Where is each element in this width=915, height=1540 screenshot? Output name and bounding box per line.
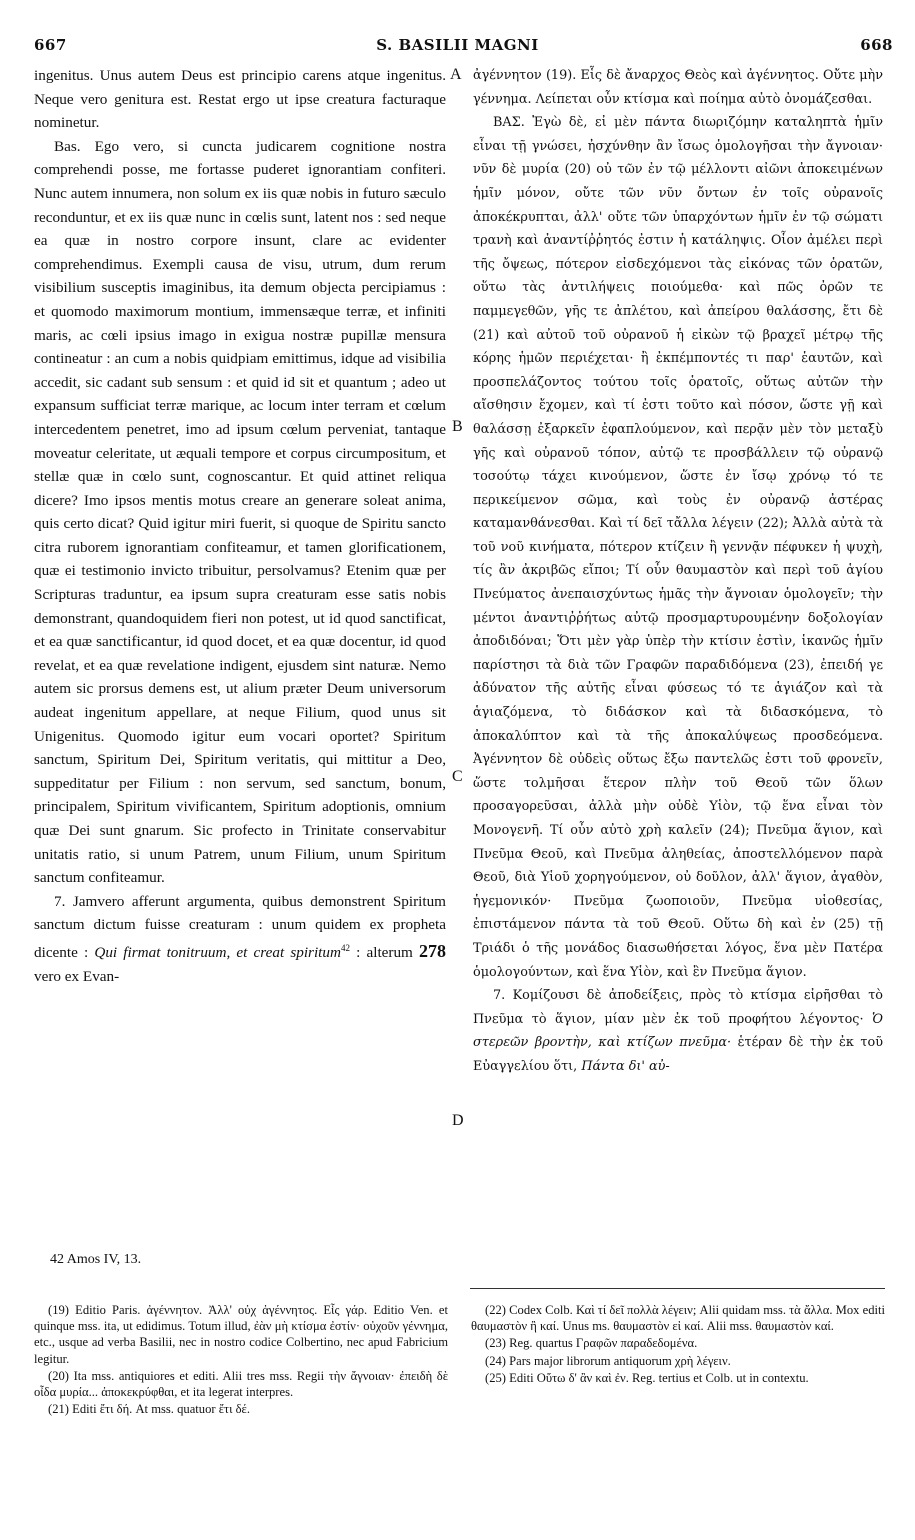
scripture-footnote: 42 Amos IV, 13. (50, 1252, 142, 1267)
notes-right (471, 1302, 885, 1387)
latin-p3-mid: : alterum (349, 944, 413, 962)
notes-divider (470, 1288, 885, 1289)
footnote-marker: 42 (340, 942, 350, 953)
note-20: (20) Ita mss. antiquiores et editi. Alii tres mss. Regii τὴν ἄγνοιαν· ἐπειδὴ δὲ οἶδα μυρία... ἀποκεκρύφθαι, et ita legerat interpres. (34, 1368, 448, 1400)
note-19: (19) Editio Paris. ἀγέννητον. Ἀλλ' οὐχ ἀγέννητος. Εἷς γάρ. Editio Ven. et quinque mss. ita, ut edidimus. Totum illud, ἐὰν μὴ κτίσμα ἐστίν· οὐχοῦν γέννημα, etc., usque ad verba Basilii, nec in nostro codice Colbertino, nec apud Fabricium legitur. (34, 1303, 448, 1366)
margin-letter-d: D (452, 1112, 464, 1129)
greek-p3-start: 7. Κομίζουσι δὲ ἀποδείξεις, πρὸς τὸ κτίσμα εἰρῆσθαι τὸ Πνεῦμα τὸ ἅγιον, μίαν μὲν ἐκ τοῦ προφήτου λέγοντος· (473, 988, 883, 1027)
greek-paragraph-2: ΒΑΣ. Ἐγὼ δὲ, εἰ μὲν πάντα διωριζόμην καταληπτὰ ἡμῖν εἶναι τῇ γνώσει, ἠσχύνθην ἂν ἴσως ὁμολογῆσαι τὴν ἄγνοιαν· νῦν δὲ μυρία (20) οὐ τῶν ἐν τῷ μέλλοντι αἰῶνι ἀποκειμένων ἡμῖν μόνον, οὔτε τῶν νῦν ὄντων ἐν τοῖς οὐρανοῖς ἀποκέκρυπται, ἀλλ' οὔτε τῶν ὑπαρχόντων ἡμῖν ἐν τῷ σώματι τρανὴ καὶ ἀναντίῤῥητός ἐστιν ἡ κατάληψις. Οἷον ἀμέλει περὶ τῆς ὄψεως, πότερον εἰσδεχόμενοι τὰς εἰκόνας τῶν ὁρατῶν, οὕτω τὰς ἀντιλήψεις ποιούμεθα· καὶ πῶς ὀρῶν τε παμμεγεθῶν, γῆς τε ἀπλέτου, καὶ ἀπείρου θαλάσσης, ἔτι δὲ (21) καὶ αὐτοῦ τοῦ οὐρανοῦ ἡ εἰκὼν τῷ βραχεῖ μέτρῳ τῆς κόρης ἡμῶν περιέχεται· ἢ ἐκπέμποντές τι παρ' ἑαυτῶν, καὶ προσπελάζοντος τούτου τοῖς ὁρατοῖς, οὕτως αὐτῶν τὴν αἴσθησιν ἔχομεν, καὶ τί ἐστι τοῦτο καὶ πόσον, ὥστε γῇ καὶ θαλάσσῃ ἐξαρκεῖν ἐφαπλούμενον, καὶ περᾷν μὲν τὸν μεταξὺ γῆς καὶ οὐρανοῦ τόπον, αὐτῷ τε προσβάλλειν τῷ οὐρανῷ τοσούτῳ τάχει κινούμενον, ὥστε ἐν ἴσῳ χρόνῳ τό τε περικείμενον σῶμα, καὶ τοὺς ἐν οὐρανῷ ἀστέρας καταμανθάνεσθαι. Καὶ τί δεῖ τἄλλα λέγειν (22); Ἀλλὰ αὐτὰ τὰ τοῦ νοῦ κινήματα, πότερον κτίζειν ἢ γεννᾷν πέφυκεν ἡ ψυχὴ, τίς ἂν ἀκριβῶς εἴποι; Τί οὖν θαυμαστὸν καὶ περὶ τοῦ ἁγίου Πνεύματος ἀνεπαισχύντως ἡμᾶς τὴν ἄγνοιαν ὁμολογεῖν; τὴν μέντοι ἀναντιῤῥήτως αὐτῷ προσμαρτυρουμένην δοξολογίαν ἀποδιδόναι; Ὅτι μὲν γὰρ ὑπὲρ τὴν κτίσιν ἐστὶν, ἱκανῶς ἡμῖν παρίστησι τὰ διὰ τῶν Γραφῶν παραδιδόμενα (23), ἐπειδή γε ἀδύνατον τῆς αὐτῆς εἶναι φύσεως τό τε ἁγιάζον καὶ τὰ ἁγιαζόμενα, τὸ διδάσκον καὶ τὰ διδασκόμενα, τὸ ἀποκαλύπτον καὶ τὰ τῆς ἀποκαλύψεως προσδεόμενα. Ἀγέννητον δὲ οὐδεὶς οὕτως ἔξω παντελῶς ἐστι τοῦ φρονεῖν, ὥστε τολμῆσαι ἕτερον πλὴν τοῦ Θεοῦ τῶν ὅλων προσαγορεῦσαι, ἀλλὰ μὴν οὐδὲ Υἱὸν, τῷ ἕνα εἶναι τὸν Μονογενῆ. Τί οὖν αὐτὸ χρὴ καλεῖν (24); Πνεῦμα ἅγιον, καὶ Πνεῦμα Θεοῦ, καὶ Πνεῦμα ἀληθείας, ἀποστελλόμενον παρὰ Θεοῦ, διὰ Υἱοῦ χορηγούμενον, οὐ δοῦλον, ἀλλ' ἅγιον, ἀγαθὸν, ἡγεμονικόν· Πνεῦμα ζωοποιοῦν, Πνεῦμα υἱοθεσίας, ἐπιστάμενον πάντα τὰ τοῦ Θεοῦ. Οὕτω δὴ καὶ ἐν (25) τῇ Τριάδι ὁ τῆς μονάδος διασωθήσεται λόγος, ἕνα μὲν Πατέρα ὁμολογούντων, καὶ ἕνα Υἱὸν, καὶ ἓν Πνεῦμα ἅγιον. (473, 115, 883, 980)
running-title: S. BASILII MAGNI (376, 36, 539, 54)
greek-paragraph-3 (473, 984, 883, 1078)
latin-paragraph-3 (34, 890, 446, 988)
latin-paragraph-1: ingenitus. Unus autem Deus est principio carens atque ingenitus. Neque vero genitura est. Restat ergo ut ipse creatura facturaque nominetur. (34, 67, 446, 132)
note-23: (23) Reg. quartus Γραφῶν παραδεδομένα. (485, 1336, 698, 1351)
greek-column (473, 64, 883, 1079)
notes-left (34, 1302, 448, 1418)
greek-p3-quote: Ὁ στερεῶν βροντὴν, καὶ κτίζων πνεῦμα· (473, 1011, 883, 1051)
margin-letter-a: A (450, 66, 462, 83)
latin-p3-quote: Qui firmat tonitruum, et creat spiritum (94, 944, 341, 962)
right-page-number: 668 (860, 36, 893, 54)
column-number: 278 (419, 941, 447, 962)
note-24: (24) Pars major librorum antiquorum χρὴ λέγειν. (485, 1353, 731, 1368)
left-page-number: 667 (34, 36, 67, 54)
margin-letter-b: B (452, 418, 463, 435)
note-25: (25) Editi Οὕτω δ' ἂν καὶ ἐν. Reg. tertius et Colb. ut in contextu. (485, 1370, 809, 1385)
greek-paragraph-1: ἀγέννητον (19). Εἷς δὲ ἄναρχος Θεὸς καὶ ἀγέννητος. Οὔτε μὴν γέννημα. Λείπεται οὖν κτίσμα καὶ ποίημα αὐτὸ ὀνομάζεσθαι. (473, 68, 883, 107)
latin-p3-end: vero ex Evan- (34, 967, 120, 985)
note-21: (21) Editi ἔτι δή. At mss. quatuor ἔτι δέ. (48, 1402, 250, 1417)
latin-p3-start: 7. Jamvero afferunt argumenta, quibus demonstrent Spiritum sanctum dictum fuisse creaturam : unum quidem ex propheta dicente : (34, 892, 446, 962)
latin-paragraph-2: Bas. Ego vero, si cuncta judicarem cognitione nostra comprehendi posse, me fortasse puderet ignorantiam confiteri. Nunc autem innumera, non solum ex iis quæ nobis in futuro sæculo reconduntur, et ex iis quæ nunc in cœlis sunt, latent nos : sed neque ea quæ in nostro corpore insunt, clare ac evidenter comprehendimus. Exempli causa de visu, utrum, dum rerum visibilium susceptis imaginibus, ita demum objecta percipiamus : et quomodo maximorum montium, immensæque terræ, et infiniti maris, ac cœli ipsius imago in exigua nostræ pupillæ mensura contineatur : an cum a nobis quidpiam emittimus, idque ad visibilia accedit, sic cadant sub sensum : et quid id sit et quantum ; adeo ut expansum sufficiat terræ marique, ac locum inter terram et cœlum intercedentem penetret, imo ad ipsum cœlum perveniat, tantaque moveatur celeritate, ut æquali tempore et corpus circumpositum, et stellæ quæ in cœlo sunt, cognoscantur. Et quid attinet reliqua dicere? Imo ipsos mentis motus creare an generare soleat anima, quis certo dicat? Quid igitur miri fuerit, si quoque de Spiritu sancto citra ruborem ignorantiam confiteamur, et tamen glorificationem, quæ ei testimonio invicto tribuitur, persolvamus? Etenim quæ per Scripturas traduntur, ea ipsum supra creaturam esse satis nobis demonstrant, quandoquidem fieri non potest, ut id quod sanctificat, et ea quæ sanctificantur, id quod docet, et ea quæ docentur, id quod revelat, et ea quæ revelatione indigent, ejusdem sint naturæ. Nemo autem sic prorsus demens est, ut alium præter Deum universorum audeat ingenitum appellare, at neque Filium, quod unus sit Unigenitus. Quomodo igitur eum vocari oportet? Spiritum sanctum, Spiritum Dei, Spiritum veritatis, qui mittitur a Deo, suppeditatur per Filium : non servum, sed sanctum, bonum, principalem, Spiritum vivificantem, Spiritum adoptionis, omnium quæ Dei sunt gnarum. Sic profecto in Trinitate conservabitur unitatis ratio, si unum Patrem, unum Filium, unum Spiritum sanctum confiteamur. (34, 137, 446, 887)
margin-letter-c: C (452, 768, 463, 785)
note-22: (22) Codex Colb. Καὶ τί δεῖ πολλὰ λέγειν; Alii quidam mss. τὰ ἄλλα. Mox editi θαυμαστὸν ἢ καί. Unus ms. θαυμαστὸν εἰ καί. Alii mss. θαυμαστὸν καί. (471, 1303, 885, 1334)
greek-p3-quote2: Πάντα δι' αὐ- (581, 1058, 670, 1074)
greek-p3-mid: ἑτέραν δὲ τὴν ἐκ τοῦ Εὐαγγελίου ὅτι, (473, 1035, 883, 1074)
latin-column (34, 64, 446, 988)
